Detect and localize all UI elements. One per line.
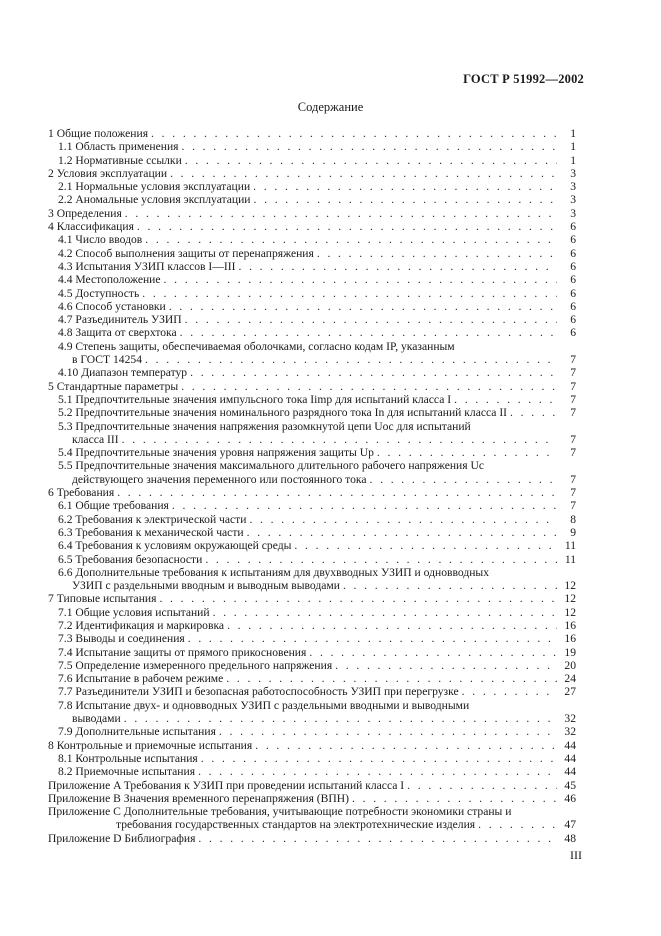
toc-entry[interactable] [48, 539, 576, 552]
toc-page-number: 24 [564, 672, 576, 686]
toc-page-number: 7 [570, 366, 576, 380]
toc-entry[interactable] [48, 406, 576, 419]
toc-entry[interactable] [48, 380, 576, 393]
toc-entry-label: 7.4 Испытание защиты от прямого прикосновения [58, 645, 307, 659]
dot-leader [170, 167, 557, 180]
table-of-contents [48, 127, 576, 845]
toc-page-number: 12 [564, 579, 576, 593]
toc-entry-label: 7.9 Дополнительные испытания [58, 725, 216, 739]
toc-page-number: 11 [564, 539, 576, 553]
toc-entry-label: 6.5 Требования безопасности [58, 552, 203, 566]
toc-page-number: 1 [570, 153, 576, 167]
toc-entry-label-continuation: в ГОСТ 14254 [72, 353, 142, 367]
toc-page-number: 7 [570, 499, 576, 513]
toc-entry-label: 6.2 Требования к электрической части [58, 512, 247, 526]
toc-entry[interactable] [48, 646, 576, 659]
dot-leader [462, 685, 557, 698]
toc-page-number: 44 [564, 738, 576, 752]
toc-entry[interactable] [48, 672, 576, 685]
toc-entry[interactable] [48, 606, 576, 619]
toc-page-number: 7 [570, 406, 576, 420]
dot-leader [180, 326, 557, 339]
toc-page-number: 32 [564, 712, 576, 726]
toc-entry[interactable] [48, 619, 576, 632]
toc-entry-label-continuation: выводами [72, 712, 121, 726]
dot-leader [226, 672, 557, 685]
dot-leader [309, 646, 557, 659]
toc-page-number: 46 [564, 791, 576, 805]
toc-entry[interactable] [48, 247, 576, 260]
toc-entry-label: 5 Стандартные параметры [48, 379, 179, 393]
toc-page-number: 6 [570, 273, 576, 287]
toc-page-number: 27 [564, 685, 576, 699]
toc-entry-label: 8.1 Контрольные испытания [58, 751, 198, 765]
dot-leader [317, 247, 557, 260]
dot-leader [343, 579, 557, 592]
toc-page-number: 48 [564, 831, 576, 845]
toc-entry[interactable] [48, 832, 576, 845]
toc-entry-label: 7.1 Общие условия испытаний [58, 605, 210, 619]
dot-leader [124, 712, 557, 725]
toc-entry[interactable] [48, 420, 576, 447]
dot-leader [201, 752, 557, 765]
toc-entry[interactable] [48, 499, 576, 512]
toc-page-number: 3 [570, 193, 576, 207]
toc-page-number: 45 [564, 778, 576, 792]
dot-leader [188, 632, 557, 645]
page-title: Содержание [297, 100, 364, 114]
toc-entry-label: 5.4 Предпочтительные значения уровня напряжения защиты Up [58, 446, 374, 460]
toc-page-number: 3 [570, 206, 576, 220]
toc-page-number: 7 [570, 472, 576, 486]
toc-page-number: 16 [564, 618, 576, 632]
toc-page-number: 6 [570, 286, 576, 300]
toc-entry[interactable] [48, 699, 576, 726]
dot-leader [151, 127, 557, 140]
toc-entry[interactable] [48, 313, 576, 326]
toc-entry[interactable] [48, 446, 576, 459]
toc-entry[interactable] [48, 765, 576, 778]
toc-entry[interactable] [48, 459, 576, 486]
toc-entry-label-continuation: требования государственных стандартов на электротехнические изделия [116, 818, 476, 832]
dot-leader [181, 140, 557, 153]
toc-page-number: 6 [570, 299, 576, 313]
toc-entry[interactable] [48, 526, 576, 539]
toc-entry-label: 6 Требования [48, 486, 115, 500]
toc-page-number: 6 [570, 313, 576, 327]
toc-page-number: 12 [564, 592, 576, 606]
toc-page-number: 16 [564, 632, 576, 646]
toc-entry-label: 1.1 Область применения [58, 140, 179, 154]
toc-entry[interactable] [48, 553, 576, 566]
dot-leader [370, 473, 558, 486]
toc-entry[interactable] [48, 340, 576, 367]
toc-entry-label: 6.1 Общие требования [58, 499, 169, 513]
toc-page-number: 44 [564, 765, 576, 779]
toc-page-number: 6 [570, 233, 576, 247]
toc-page-number: 12 [564, 605, 576, 619]
toc-entry[interactable] [48, 725, 576, 738]
dot-leader [219, 725, 557, 738]
dot-leader [253, 180, 557, 193]
dot-leader [117, 486, 557, 499]
toc-entry[interactable] [48, 366, 576, 379]
toc-entry-label: 5.1 Предпочтительные значения импульсного тока Iimp для испытаний класса I [58, 392, 452, 406]
toc-page-number: 6 [570, 326, 576, 340]
toc-entry[interactable] [48, 220, 576, 233]
toc-entry-label: 4.7 Разъединитель УЗИП [58, 313, 182, 327]
dot-leader [190, 366, 557, 379]
toc-entry-label: 5.3 Предпочтительные значения напряжения разомкнутой цепи Uoc для испытаний [58, 419, 471, 433]
toc-entry[interactable] [48, 739, 576, 752]
toc-entry[interactable] [48, 154, 576, 167]
toc-page-number: 3 [570, 180, 576, 194]
toc-entry-label: 4.1 Число вводов [58, 233, 143, 247]
dot-leader [205, 553, 557, 566]
toc-entry[interactable] [48, 287, 576, 300]
toc-entry-label: 1.2 Нормативные ссылки [58, 153, 182, 167]
toc-entry-label: 5.5 Предпочтительные значения максимального длительного рабочего напряжения Uc [58, 459, 485, 473]
toc-page-number: 3 [570, 166, 576, 180]
toc-entry-label: 3 Определения [48, 206, 122, 220]
toc-entry-label: 8 Контрольные и приемочные испытания [48, 738, 253, 752]
toc-entry[interactable] [48, 326, 576, 339]
dot-leader [352, 792, 557, 805]
toc-page-number: 1 [570, 140, 576, 154]
toc-entry-label: 6.4 Требования к условиям окружающей среды [58, 539, 292, 553]
toc-entry-label: Приложение D Библиография [48, 831, 196, 845]
toc-entry-label: 4.8 Защита от сверхтока [58, 326, 177, 340]
toc-entry[interactable] [48, 805, 576, 832]
toc-entry-label: Приложение B Значения временного перенапряжения (ВПН) [48, 791, 350, 805]
dot-leader [335, 659, 557, 672]
toc-entry-label: 1 Общие положения [48, 127, 149, 140]
dot-leader [294, 539, 557, 552]
toc-entry-label: 8.2 Приемочные испытания [58, 765, 196, 779]
dot-leader [478, 818, 557, 831]
toc-entry-label: 7.7 Разъединители УЗИП и безопасная работоспособность УЗИП при перегрузке [58, 685, 459, 699]
dot-leader [169, 300, 557, 313]
dot-leader [407, 779, 557, 792]
toc-entry-label: 7 Типовые испытания [48, 592, 157, 606]
dot-leader [255, 739, 557, 752]
toc-entry-label: 4.3 Испытания УЗИП классов I—III [58, 259, 236, 273]
toc-entry-label: 7.2 Идентификация и маркировка [58, 618, 225, 632]
toc-entry-label: 6.3 Требования к механической части [58, 525, 244, 539]
toc-page-number: 9 [570, 525, 576, 539]
dot-leader [137, 220, 557, 233]
toc-page-number: 6 [570, 220, 576, 234]
toc-entry-label-continuation: класса III [72, 432, 119, 446]
dot-leader [142, 287, 557, 300]
toc-entry-label: 4 Классификация [48, 220, 134, 234]
dot-leader [377, 446, 557, 459]
toc-entry[interactable] [48, 300, 576, 313]
toc-entry-label: 2.2 Аномальные условия эксплуатации [58, 193, 251, 207]
toc-entry[interactable] [48, 127, 576, 140]
dot-leader [238, 260, 557, 273]
toc-page-number: 7 [570, 392, 576, 406]
dot-leader [454, 393, 557, 406]
dot-leader [164, 273, 557, 286]
toc-page-number: 32 [564, 725, 576, 739]
toc-page-number: 7 [570, 353, 576, 367]
dot-leader [249, 513, 557, 526]
toc-entry[interactable] [48, 273, 576, 286]
dot-leader [185, 313, 557, 326]
dot-leader [213, 606, 557, 619]
dot-leader [145, 233, 557, 246]
toc-entry[interactable] [48, 752, 576, 765]
toc-page-number: 6 [570, 246, 576, 260]
toc-page-number: 6 [570, 259, 576, 273]
dot-leader [122, 433, 557, 446]
toc-entry-label: 5.2 Предпочтительные значения номинального разрядного тока In для испытаний класса II [58, 406, 508, 420]
toc-entry[interactable] [48, 592, 576, 605]
toc-entry-label-continuation: действующего значения переменного или постоянного тока [72, 472, 367, 486]
toc-page-number: 7 [570, 486, 576, 500]
toc-entry-label: 4.4 Местоположение [58, 273, 161, 287]
toc-entry[interactable] [48, 140, 576, 153]
toc-entry-label: 7.3 Выводы и соединения [58, 632, 185, 646]
toc-entry[interactable] [48, 260, 576, 273]
toc-entry[interactable] [48, 513, 576, 526]
toc-page-number: 20 [564, 658, 576, 672]
toc-page-number: 11 [564, 552, 576, 566]
toc-entry-label: Приложение A Требования к УЗИП при проведении испытаний класса I [48, 778, 405, 792]
toc-page-number: 7 [570, 379, 576, 393]
dot-leader [510, 406, 557, 419]
toc-entry[interactable] [48, 632, 576, 645]
toc-page-number: 7 [570, 432, 576, 446]
dot-leader [181, 380, 557, 393]
toc-page-number: 19 [564, 645, 576, 659]
toc-page-number: 44 [564, 751, 576, 765]
toc-entry[interactable] [48, 566, 576, 593]
toc-entry-label: 4.5 Доступность [58, 286, 140, 300]
dot-leader [198, 765, 557, 778]
toc-entry-label: 7.5 Определение измеренного предельного напряжения [58, 658, 333, 672]
dot-leader [254, 193, 557, 206]
toc-page-number: 1 [570, 127, 576, 140]
toc-entry-label: 7.6 Испытание в рабочем режиме [58, 672, 224, 686]
dot-leader [159, 592, 557, 605]
toc-entry-label: 2 Условия эксплуатации [48, 166, 168, 180]
toc-entry[interactable] [48, 792, 576, 805]
toc-entry-label: Приложение C Дополнительные требования, учитывающие потребности экономики страны и [48, 805, 512, 819]
toc-entry[interactable] [48, 193, 576, 206]
toc-entry[interactable] [48, 180, 576, 193]
page-number: III [570, 848, 582, 862]
dot-leader [227, 619, 557, 632]
toc-entry[interactable] [48, 779, 576, 792]
toc-entry-label: 4.2 Способ выполнения защиты от перенапряжения [58, 246, 314, 260]
toc-entry-label-continuation: УЗИП с раздельными вводным и выводным выводами [72, 579, 340, 593]
toc-entry[interactable] [48, 233, 576, 246]
toc-entry[interactable] [48, 685, 576, 698]
toc-entry[interactable] [48, 393, 576, 406]
toc-entry[interactable] [48, 486, 576, 499]
toc-entry-label: 2.1 Нормальные условия эксплуатации [58, 180, 251, 194]
toc-entry[interactable] [48, 659, 576, 672]
toc-entry-label: 4.10 Диапазон температур [58, 366, 188, 380]
dot-leader [125, 207, 557, 220]
document-code-header: ГОСТ Р 51992—2002 [463, 72, 584, 86]
toc-page-number: 8 [570, 512, 576, 526]
toc-entry-label: 4.9 Степень защиты, обеспечиваемая оболочками, согласно кодам IP, указанным [58, 339, 455, 353]
dot-leader [172, 499, 557, 512]
dot-leader [198, 832, 557, 845]
toc-entry-label: 6.6 Дополнительные требования к испытаниям для двухвводных УЗИП и одновводных [58, 565, 490, 579]
dot-leader [145, 353, 557, 366]
toc-page-number: 7 [570, 446, 576, 460]
toc-entry[interactable] [48, 207, 576, 220]
dot-leader [185, 154, 557, 167]
toc-entry[interactable] [48, 167, 576, 180]
toc-entry-label: 7.8 Испытание двух- и одновводных УЗИП с раздельными вводными и выводными [58, 698, 470, 712]
dot-leader [247, 526, 557, 539]
toc-entry-label: 4.6 Способ установки [58, 299, 166, 313]
toc-page-number: 47 [564, 818, 576, 832]
